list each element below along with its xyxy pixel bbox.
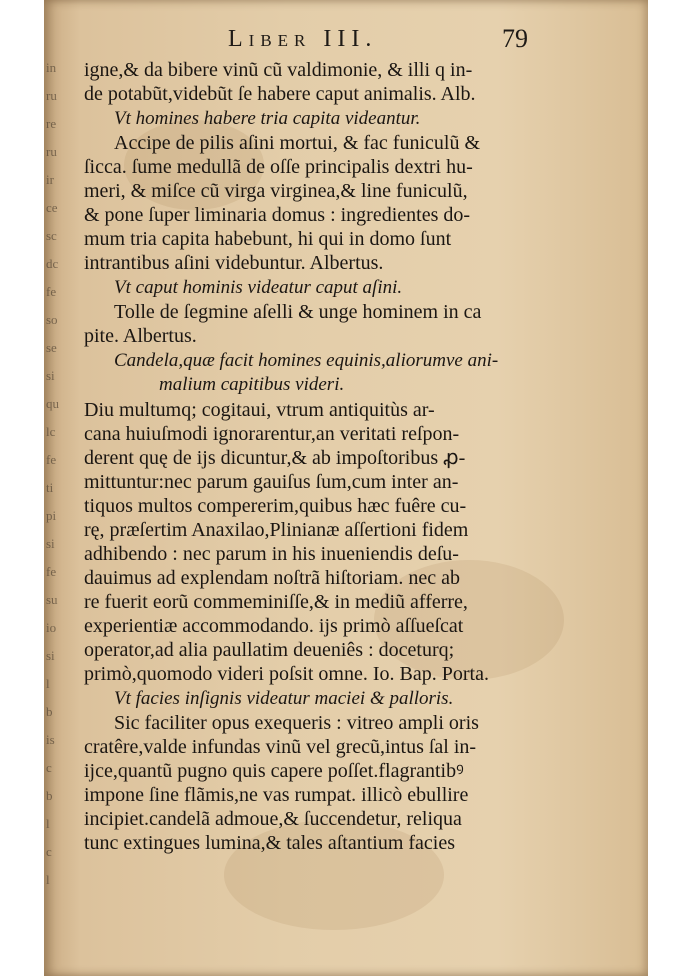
text-line: meri, & miſce cũ virga virginea,& line funiculũ, [84, 180, 468, 202]
bleed-through-fragment: sc [46, 228, 57, 243]
text-line: Sic faciliter opus exequeris : vitreo ampli oris [114, 712, 479, 734]
text-line: cana huiuſmodi ignorarentur,an veritati reſpon- [84, 423, 460, 445]
text-line: incipiet.candelã admoue,& ſuccendetur, reliqua [84, 808, 462, 830]
bleed-through-fragment: su [46, 592, 58, 607]
bleed-through-fragment: l [46, 816, 50, 831]
bleed-through-fragment: si [46, 536, 55, 551]
bleed-through-fragment: ru [46, 144, 57, 159]
text-line: dauimus ad explendam noſtrã hiſtoriam. nec ab [84, 567, 460, 589]
bleed-through-fragment: c [46, 844, 52, 859]
text-line: tunc extingues lumina,& tales aſtantium facies [84, 832, 456, 854]
bleed-through-fragment: so [46, 312, 58, 327]
text-line: mum tria capita habebunt, hi qui in domo ſunt [84, 228, 452, 250]
bleed-through-fragment: is [46, 732, 55, 747]
text-line: cratêre,valde infundas vinũ vel grecũ,intus ſal in- [84, 736, 477, 758]
bleed-through-fragment: si [46, 648, 55, 663]
bleed-through-fragment: fe [46, 284, 57, 299]
text-line: tiquos multos compererim,quibus hæc fuêre cu- [84, 495, 467, 517]
page-header [44, 26, 648, 56]
text-line: re fuerit eorũ commeminiſſe,& in mediũ afferre, [84, 591, 468, 613]
bleed-through-fragment: pi [46, 508, 57, 523]
bleed-through-fragment: c [46, 760, 52, 775]
bleed-through-fragment: io [46, 620, 57, 635]
bleed-through-fragment: l [46, 676, 50, 691]
text-line: igne,& da bibere vinũ cũ valdimonie, & illi q in- [84, 59, 473, 81]
bleed-through-fragment: in [46, 60, 57, 75]
text-line: pite. Albertus. [84, 325, 197, 347]
bleed-through-fragment: ce [46, 200, 58, 215]
bleed-through-fragment: se [46, 340, 57, 355]
section-heading: Vt homines habere tria capita videantur. [114, 108, 421, 129]
bleed-through-fragment: ir [46, 172, 54, 187]
section-heading: Vt facies inſignis videatur maciei & palloris. [114, 688, 454, 709]
bleed-through-fragment: ru [46, 88, 57, 103]
bleed-through-fragment: fe [46, 452, 57, 467]
bleed-through-column [44, 60, 60, 900]
text-line: experientiæ accommodando. ijs primò aſſueſcat [84, 615, 464, 637]
text-line: rę, præſertim Anaxilao,Plinianæ aſſertioni fidem [84, 519, 469, 541]
text-line: de potabũt,videbũt ſe habere caput animalis. Alb. [84, 83, 476, 105]
bleed-through-fragment: si [46, 368, 55, 383]
bleed-through-fragment: re [46, 116, 57, 131]
bleed-through-fragment: fe [46, 564, 57, 579]
text-line: adhibendo : nec parum in his inueniendis deſu- [84, 543, 459, 565]
section-heading: malium capitibus videri. [159, 374, 345, 395]
section-heading: Candela,quæ facit homines equinis,aliorumve ani- [114, 350, 499, 371]
outer-margin [0, 0, 44, 976]
section-heading: Vt caput hominis videatur caput aſini. [114, 277, 403, 298]
text-line: ijce,quantũ pugno quis capere poſſet.flagrantibꝰ [84, 760, 464, 782]
text-line: primò,quomodo videri poſsit omne. Io. Bap. Porta. [84, 663, 489, 685]
bleed-through-fragment: ti [46, 480, 54, 495]
page-number: 79 [502, 24, 528, 53]
text-line: operator,ad alia paullatim deueniês : doceturq; [84, 639, 455, 661]
text-line: intrantibus aſini videbuntur. Albertus. [84, 252, 384, 274]
bleed-through-fragment: lc [46, 424, 56, 439]
text-line: mittuntur:nec parum gauiſus ſum,cum inter an- [84, 471, 459, 493]
bleed-through-fragment: b [46, 704, 53, 719]
text-line: derent quę de ijs dicuntur,& ab impoſtoribus ꝓ- [84, 447, 466, 469]
text-line: ſicca. ſume medullã de oſſe principalis dextri hu- [84, 156, 473, 178]
bleed-through-fragment: dc [46, 256, 59, 271]
text-line: Accipe de pilis aſini mortui, & fac funiculũ & [114, 132, 481, 154]
book-page [44, 0, 648, 976]
bleed-through-fragment: l [46, 872, 50, 887]
bleed-through-fragment: qu [46, 396, 59, 411]
text-line: Tolle de ſegmine aſelli & unge hominem in ca [114, 301, 482, 323]
bleed-through-fragment: b [46, 788, 53, 803]
text-line: & pone ſuper liminaria domus : ingredientes do- [84, 204, 471, 226]
text-line: impone ſine flãmis,ne vas rumpat. illicò ebullire [84, 784, 469, 806]
text-line: Diu multumq; cogitaui, vtrum antiquitùs ar- [84, 399, 435, 421]
running-title: Liber III. [228, 26, 378, 52]
